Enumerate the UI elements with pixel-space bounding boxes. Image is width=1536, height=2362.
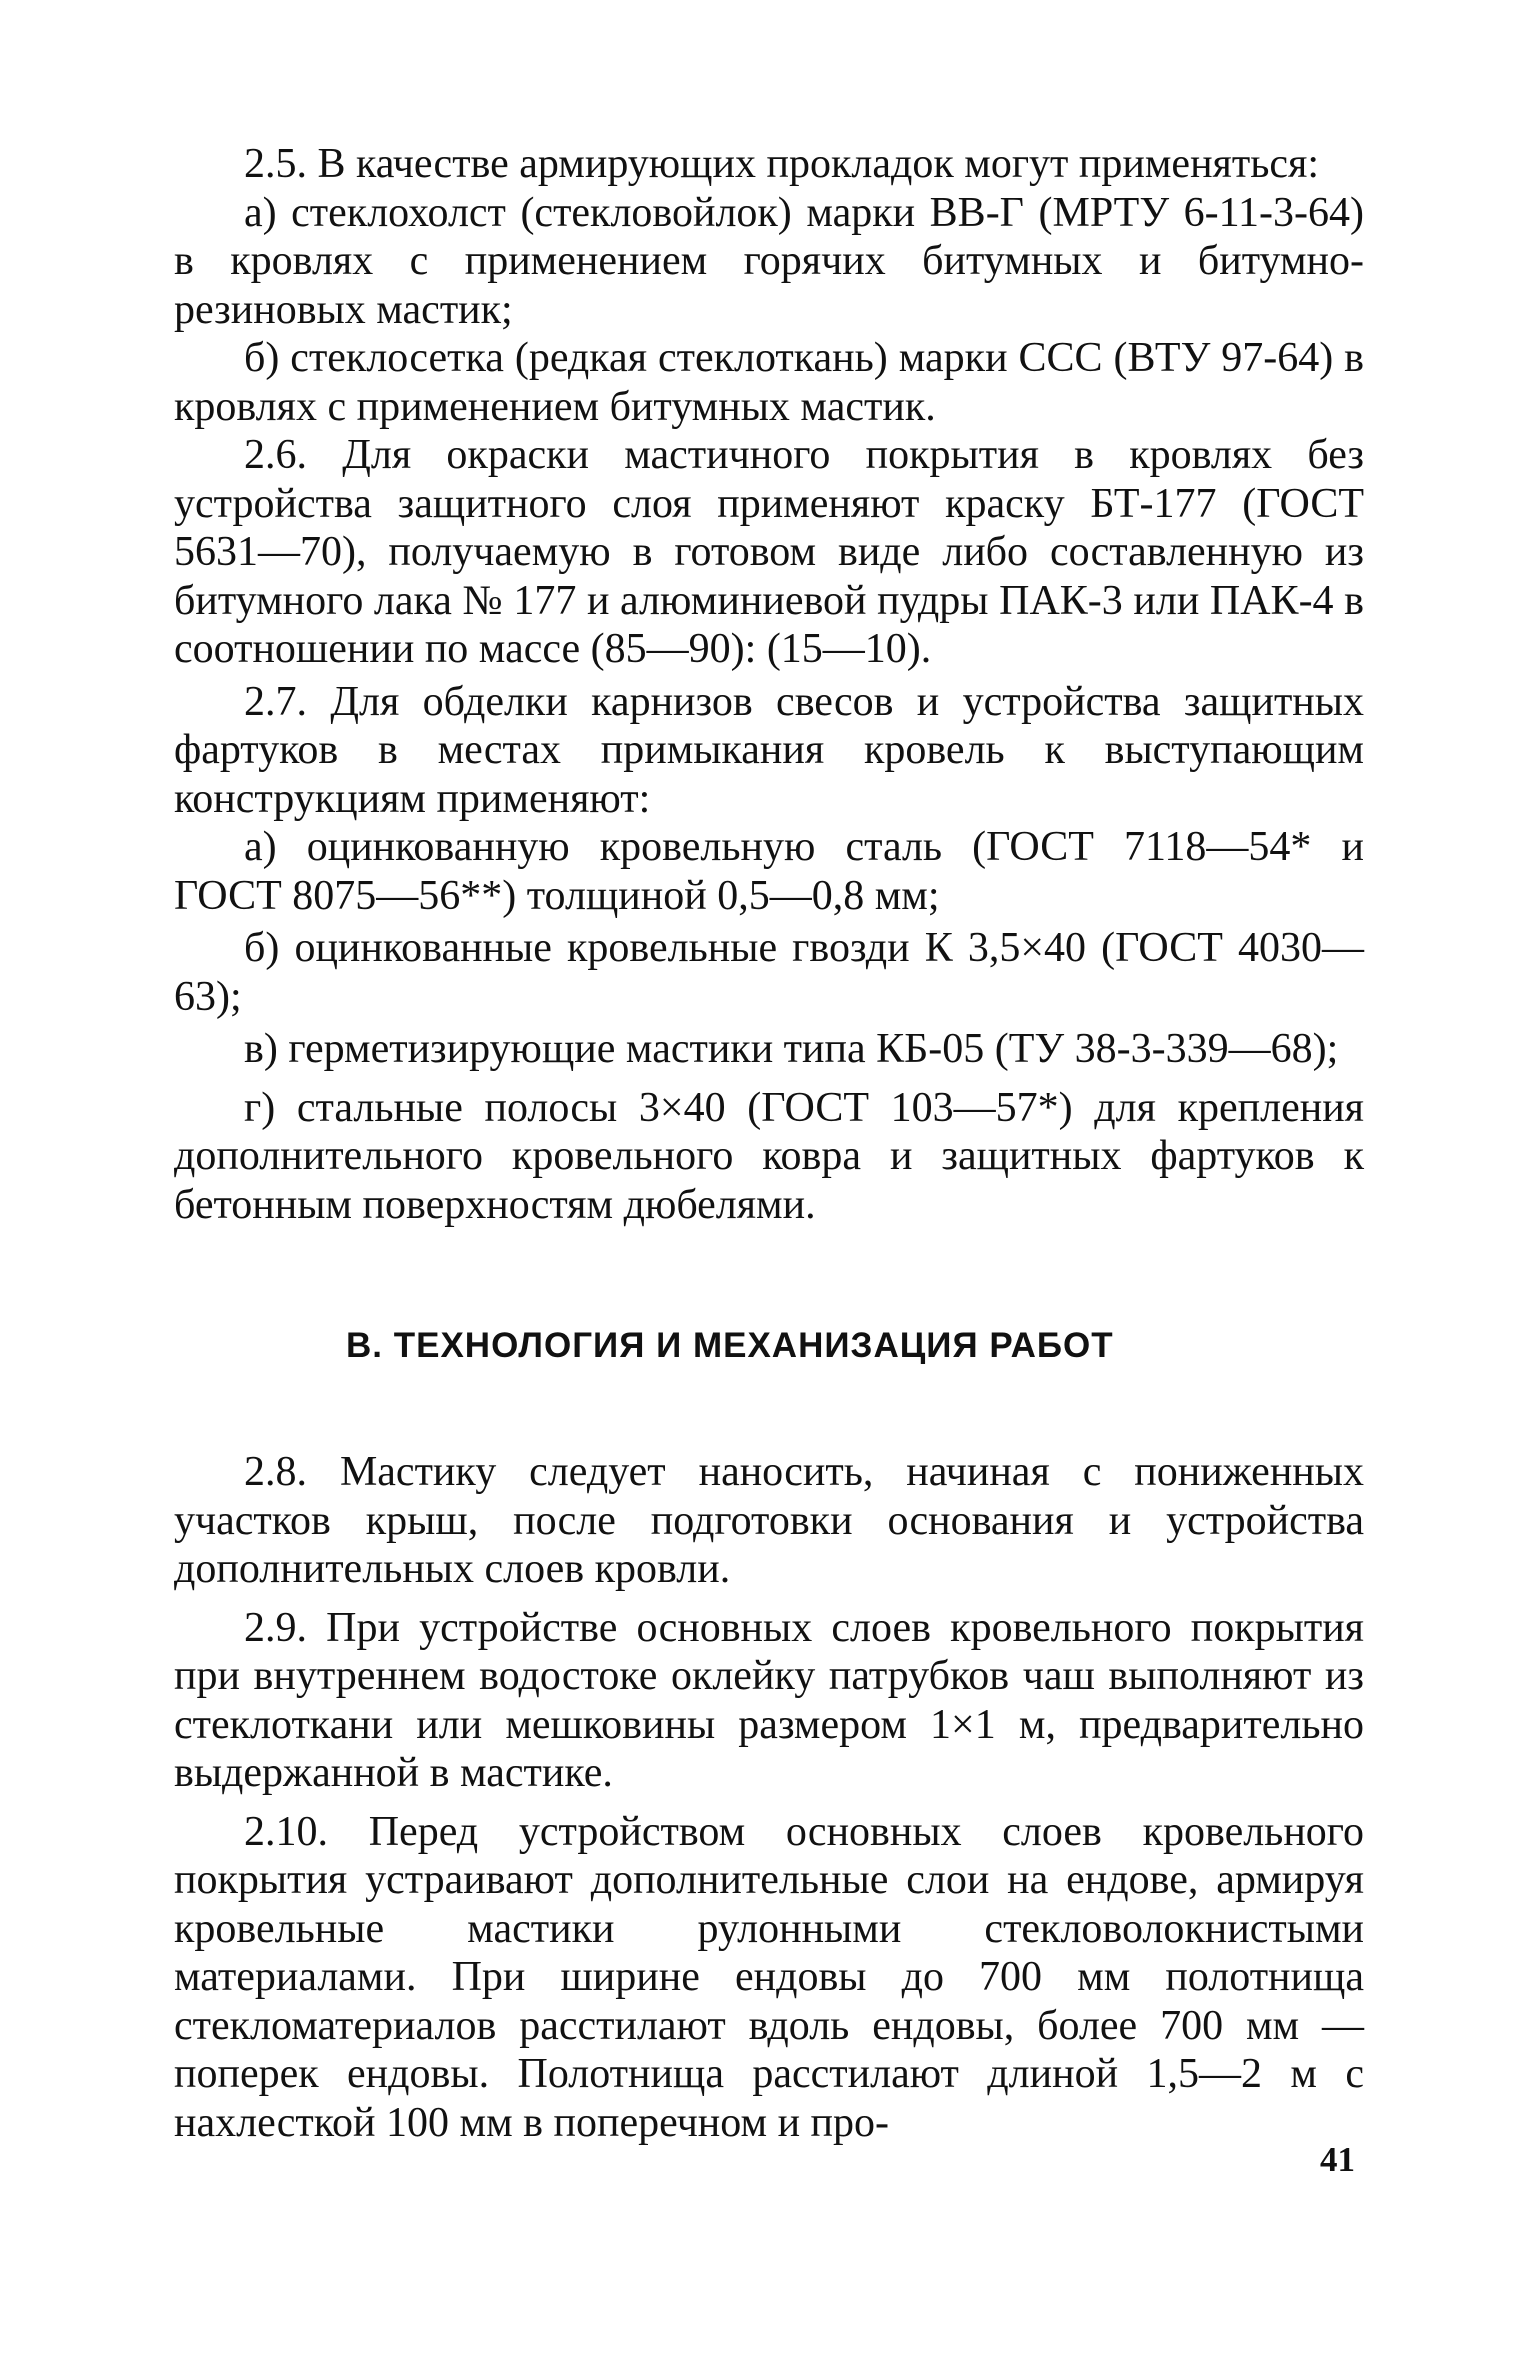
paragraph-2-7: 2.7. Для обделки карнизов свесов и устройства защитных фартуков в местах примыкания кровель к выступающим конструкциям применяют: bbox=[174, 678, 1364, 822]
paragraph-2-6: 2.6. Для окраски мастичного покрытия в кровлях без устройства защитного слоя применяют краску БТ-177 (ГОСТ 5631—70), получаемую в готовом виде либо составленную из битумного лака № 177 и алюминиевой пудры ПАК-3 или ПАК-4 в соотношении по массе (85—90): (15—10). bbox=[174, 432, 1364, 672]
paragraph-2-9: 2.9. При устройстве основных слоев кровельного покрытия при внутреннем водостоке оклейку патрубков чаш выполняют из стеклоткани или мешковины размером 1×1 м, предварительно выдержанной в мастике. bbox=[174, 1604, 1364, 1796]
paragraph-2-7-c: в) герметизирующие мастики типа КБ-05 (ТУ 38-3-339—68); bbox=[244, 1026, 1339, 1072]
paragraph-2-7-d: г) стальные полосы 3×40 (ГОСТ 103—57*) для крепления дополнительного кровельного ковра и защитных фартуков к бетонным поверхностям дюбелями. bbox=[174, 1084, 1364, 1228]
paragraph-2-5-b: б) стеклосетка (редкая стеклоткань) марки ССС (ВТУ 97-64) в кровлях с применением битумных мастик. bbox=[174, 335, 1364, 430]
paragraph-2-7-b: б) оцинкованные кровельные гвозди К 3,5×40 (ГОСТ 4030—63); bbox=[174, 925, 1364, 1020]
paragraph-2-5-a: а) стеклохолст (стекловойлок) марки ВВ-Г (МРТУ 6-11-3-64) в кровлях с применением горячих битумных и битумно-резиновых мастик; bbox=[174, 189, 1364, 333]
page-number: 41 bbox=[1320, 2140, 1355, 2179]
section-heading: В. ТЕХНОЛОГИЯ И МЕХАНИЗАЦИЯ РАБОТ bbox=[346, 1326, 1114, 1365]
paragraph-2-7-a: а) оцинкованную кровельную сталь (ГОСТ 7118—54* и ГОСТ 8075—56**) толщиной 0,5—0,8 мм; bbox=[174, 824, 1364, 919]
page-body bbox=[174, 140, 1364, 2147]
paragraph-2-8: 2.8. Мастику следует наносить, начиная с пониженных участков крыш, после подготовки основания и устройства дополнительных слоев кровли. bbox=[174, 1449, 1364, 1592]
paragraph-2-5: 2.5. В качестве армирующих прокладок могут применяться: bbox=[244, 141, 1319, 187]
paragraph-2-10: 2.10. Перед устройством основных слоев кровельного покрытия устраивают дополнительные слои на ендове, армируя кровельные мастики рулонными стекловолокнистыми материалами. При ширине ендовы до 700 мм полотнища стекломатериалов расстилают вдоль ендовы, более 700 мм — поперек ендовы. Полотнища расстилают длиной 1,5—2 м с нахлесткой 100 мм в поперечном и про- bbox=[174, 1808, 1364, 2146]
